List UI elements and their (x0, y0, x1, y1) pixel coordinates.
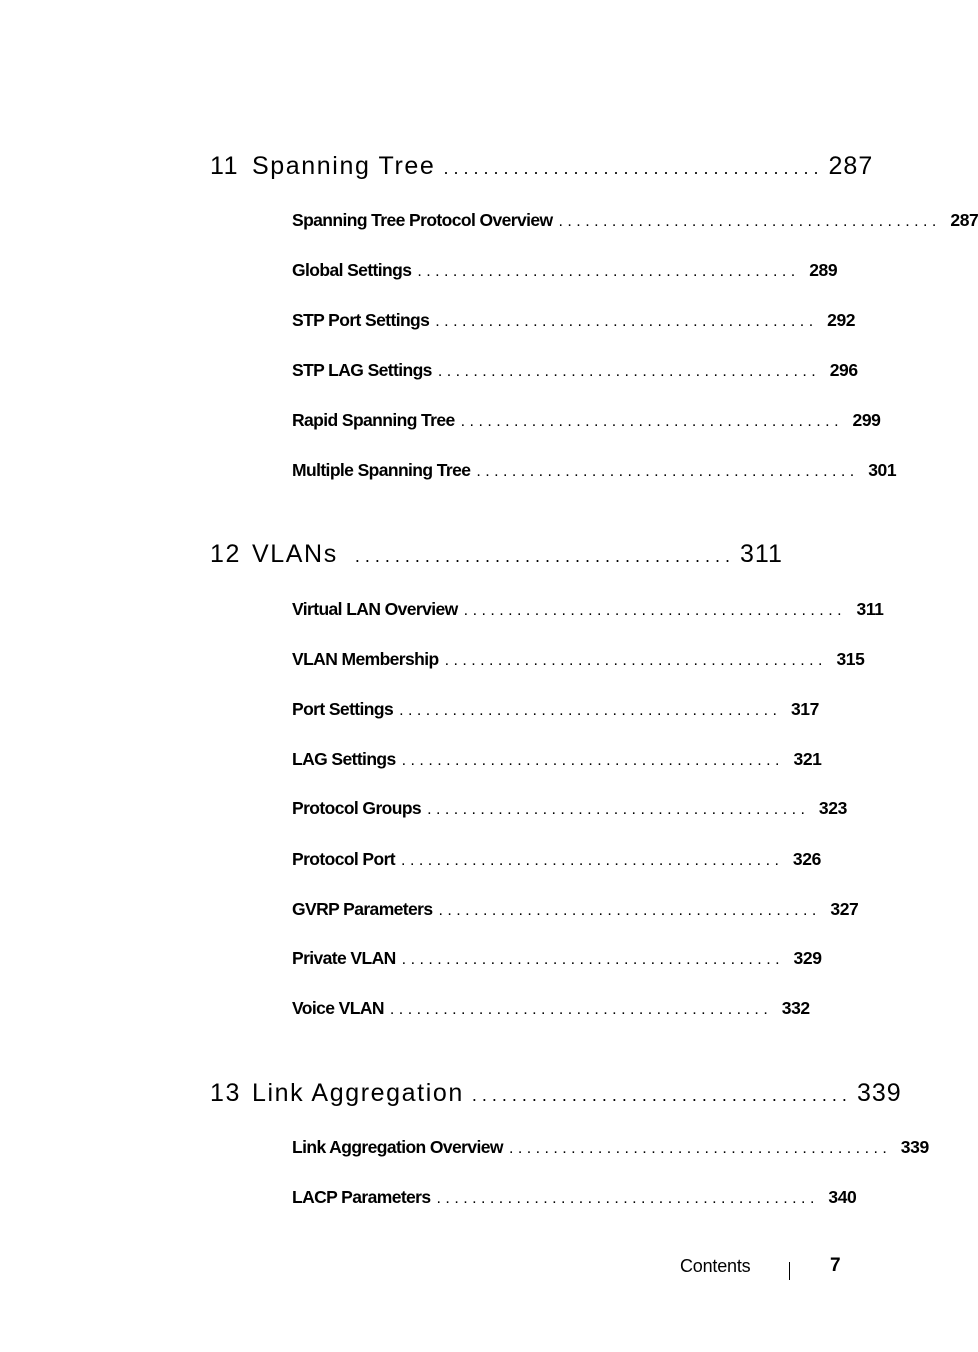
entry-page: 327 (830, 899, 859, 919)
entry-page: 339 (900, 1137, 929, 1157)
entry-title: Global Settings (292, 260, 412, 280)
toc-entry[interactable] (292, 1137, 929, 1161)
entry-title: Voice VLAN (292, 998, 384, 1018)
chapter-11 (210, 152, 978, 480)
dot-leader: . . . . . . . . . . . . . . . . . . . . . . . . . . . . . . . . . . . . . . . . . . . (460, 413, 839, 430)
entry-page: 299 (852, 410, 881, 430)
chapter-title: Link Aggregation (252, 1079, 464, 1107)
dot-leader: . . . . . . . . . . . . . . . . . . . . . . . . . . . . . . . . . . . . . . . . . . . (389, 1001, 768, 1018)
entry-page: 317 (790, 699, 819, 719)
dot-leader: . . . . . . . . . . . . . . . . . . . . . . . . . . . . . . . . . . . . . . . . . . . (401, 852, 779, 869)
toc-entry[interactable] (292, 210, 978, 234)
entry-title: Spanning Tree Protocol Overview (292, 210, 553, 230)
chapter-13 (210, 1079, 929, 1207)
chapter-title: VLANs (252, 540, 338, 568)
chapter-page: 339 (856, 1079, 902, 1107)
dot-leader: . . . . . . . . . . . . . . . . . . . . . . . . . . . . . . . . . . . . . . (354, 546, 730, 566)
entry-title: Rapid Spanning Tree (292, 410, 455, 430)
toc-entry[interactable] (292, 599, 884, 623)
dot-leader: . . . . . . . . . . . . . . . . . . . . . . . . . . . . . . . . . . . . . . . . . . . (399, 702, 777, 719)
entry-page: 340 (828, 1187, 857, 1207)
dot-leader: . . . . . . . . . . . . . . . . . . . . . . . . . . . . . . . . . . . . . . . . . . . (476, 463, 855, 480)
entry-page: 315 (836, 649, 865, 669)
dot-leader: . . . . . . . . . . . . . . . . . . . . . . . . . . . . . . . . . . . . . . . . . . . (417, 263, 796, 280)
entry-title: Port Settings (292, 699, 394, 719)
entry-page: 287 (950, 210, 978, 230)
toc-entry[interactable] (292, 310, 856, 334)
entry-title: Virtual LAN Overview (292, 599, 458, 619)
chapter-number: 11 (210, 152, 240, 180)
toc-entry[interactable] (292, 649, 865, 673)
toc-entry[interactable] (292, 1187, 857, 1211)
dot-leader: . . . . . . . . . . . . . . . . . . . . . . . . . . . . . . . . . . . . . . . . . . . (444, 652, 823, 669)
entry-title: Protocol Groups (292, 798, 422, 818)
chapter-heading[interactable] (210, 152, 874, 188)
entry-title: STP LAG Settings (292, 360, 432, 380)
dot-leader: . . . . . . . . . . . . . . . . . . . . . . . . . . . . . . . . . . . . . . . . . . . (436, 1190, 815, 1207)
toc-entry[interactable] (292, 899, 859, 923)
entry-title: LAG Settings (292, 749, 396, 769)
entry-title: Protocol Port (292, 849, 396, 869)
dot-leader: . . . . . . . . . . . . . . . . . . . . . . . . . . . . . . . . . . . . . . . . . . . (437, 363, 816, 380)
footer-page-number: 7 (830, 1255, 841, 1276)
entry-page: 332 (781, 998, 810, 1018)
dot-leader: . . . . . . . . . . . . . . . . . . . . . . . . . . . . . . . . . . . . . . . . . . . (463, 602, 842, 619)
entry-title: VLAN Membership (292, 649, 439, 669)
chapter-page: 311 (740, 540, 783, 568)
chapter-title: Spanning Tree (252, 152, 436, 180)
footer-separator (789, 1262, 790, 1280)
dot-leader: . . . . . . . . . . . . . . . . . . . . . . . . . . . . . . . . . . . . . . . . . . . (401, 951, 780, 968)
entry-page: 311 (856, 599, 884, 619)
toc-entry[interactable] (292, 849, 821, 873)
chapter-heading[interactable] (210, 540, 783, 576)
toc-entry[interactable] (292, 410, 881, 434)
entry-title: Multiple Spanning Tree (292, 460, 471, 480)
footer-label: Contents (680, 1256, 751, 1276)
entry-page: 301 (868, 460, 897, 480)
entry-page: 292 (827, 310, 856, 330)
toc-entry[interactable] (292, 798, 847, 822)
toc-entry[interactable] (292, 948, 822, 972)
chapter-page: 287 (828, 152, 874, 180)
entry-title: STP Port Settings (292, 310, 430, 330)
dot-leader: . . . . . . . . . . . . . . . . . . . . . . . . . . . . . . . . . . . . . . (443, 158, 819, 178)
toc-entry[interactable] (292, 998, 810, 1022)
dot-leader: . . . . . . . . . . . . . . . . . . . . . . . . . . . . . . . . . . . . . . . . . . . (438, 902, 817, 919)
dot-leader: . . . . . . . . . . . . . . . . . . . . . . . . . . . . . . . . . . . . . . . . . . . (435, 313, 814, 330)
chapter-number: 13 (210, 1079, 242, 1107)
toc-entry[interactable] (292, 460, 897, 484)
entry-title: LACP Parameters (292, 1187, 431, 1207)
toc-entry[interactable] (292, 699, 819, 723)
dot-leader: . . . . . . . . . . . . . . . . . . . . . . . . . . . . . . . . . . . . . . . . . . . (401, 752, 780, 769)
dot-leader: . . . . . . . . . . . . . . . . . . . . . . . . . . . . . . . . . . . . . . (471, 1085, 847, 1105)
chapter-number: 12 (210, 540, 242, 568)
entry-page: 323 (818, 798, 847, 818)
entry-page: 296 (829, 360, 858, 380)
toc-entry[interactable] (292, 360, 858, 384)
dot-leader: . . . . . . . . . . . . . . . . . . . . . . . . . . . . . . . . . . . . . . . . . . . (427, 801, 805, 818)
entry-page: 329 (793, 948, 822, 968)
entry-title: Link Aggregation Overview (292, 1137, 503, 1157)
entry-title: Private VLAN (292, 948, 396, 968)
chapter-heading[interactable] (210, 1079, 902, 1115)
dot-leader: . . . . . . . . . . . . . . . . . . . . . . . . . . . . . . . . . . . . . . . . . . . (558, 213, 937, 230)
dot-leader: . . . . . . . . . . . . . . . . . . . . . . . . . . . . . . . . . . . . . . . . . . . (508, 1140, 887, 1157)
entry-page: 321 (793, 749, 822, 769)
entry-page: 289 (809, 260, 838, 280)
toc-entry[interactable] (292, 260, 838, 284)
toc-entry[interactable] (292, 749, 822, 773)
entry-page: 326 (792, 849, 821, 869)
chapter-12 (210, 540, 884, 1018)
entry-title: GVRP Parameters (292, 899, 433, 919)
